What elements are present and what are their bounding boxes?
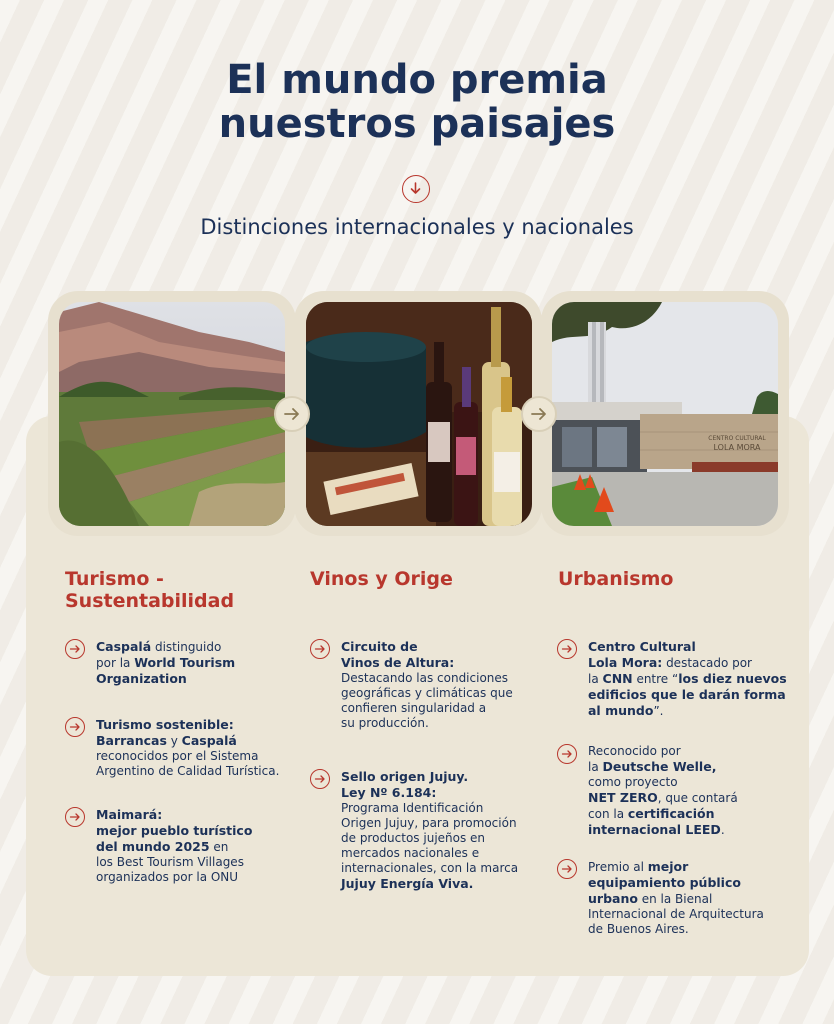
item-text-regular: Destacando las condiciones geográficas y climáticas que confieren singularidad a su producción. <box>341 671 513 730</box>
arrow-right-circle-icon <box>65 807 85 827</box>
list-item <box>96 639 235 687</box>
arrow-right-circle-icon <box>310 639 330 659</box>
item-text-bold: certificación internacional LEED <box>588 806 721 837</box>
cultural-center-photo <box>552 302 778 526</box>
item-text-bold: Turismo sostenible: Barrancas <box>96 717 234 748</box>
item-text <box>341 769 518 892</box>
landscape-photo <box>59 302 285 526</box>
item-text-bold: CNN <box>602 671 633 686</box>
item-text-regular: reconocidos por el Sistema Argentino de Calidad Turística. <box>96 749 280 778</box>
item-text-regular: entre “ <box>632 672 679 686</box>
item-text-regular: Reconocido por la <box>588 744 681 774</box>
wine-photo <box>306 302 532 526</box>
item-text-regular: , que contará con la <box>588 791 738 821</box>
item-text-bold: Caspalá <box>181 733 237 748</box>
item-text-regular: destacado por la <box>588 656 752 686</box>
item-text-bold: Circuito de Vinos de Altura: <box>341 639 455 670</box>
list-item <box>96 717 279 779</box>
arrow-right-circle-icon <box>557 859 577 879</box>
list-item <box>588 639 787 719</box>
column-title-tourism: Turismo - Sustentabilidad <box>65 568 235 612</box>
item-text <box>96 807 252 885</box>
item-text-bold: mejor equipamiento público urbano <box>588 859 741 906</box>
arrow-right-circle-icon <box>310 769 330 789</box>
next-arrow-button-1[interactable] <box>274 396 310 432</box>
item-text-bold: Caspalá <box>96 639 152 654</box>
page-subtitle: Distinciones internacionales y nacionales <box>200 215 634 239</box>
item-text-bold: NET ZERO <box>588 790 658 805</box>
scroll-down-button[interactable] <box>402 175 430 203</box>
item-text-bold: Centro Cultural Lola Mora: <box>588 639 696 670</box>
arrow-right-circle-icon <box>557 639 577 659</box>
next-arrow-button-2[interactable] <box>521 396 557 432</box>
item-text-bold: Deutsche Welle, <box>602 759 717 774</box>
list-item <box>341 639 513 731</box>
item-text <box>588 859 764 937</box>
list-item <box>588 859 764 937</box>
column-title-wines: Vinos y Orige <box>310 568 453 590</box>
item-text-regular: como proyecto <box>588 775 678 789</box>
list-item <box>341 769 518 892</box>
arrow-right-icon <box>276 398 308 430</box>
arrow-right-circle-icon <box>65 639 85 659</box>
item-text <box>96 639 235 687</box>
page-title: El mundo premia nuestros paisajes <box>218 57 616 147</box>
item-text-bold: los diez nuevos edificios que le darán forma al mundo <box>588 671 787 718</box>
arrow-down-icon <box>403 176 428 201</box>
item-text-bold: Sello origen Jujuy. Ley Nº 6.184: <box>341 769 469 800</box>
item-text-bold: Maimará: mejor pueblo turístico del mundo 2025 <box>96 807 253 854</box>
item-text-regular: ”. <box>653 704 664 718</box>
list-item <box>588 744 738 838</box>
item-text <box>96 717 279 779</box>
item-text-regular: Premio al <box>588 860 648 874</box>
item-text-bold: World Tourism Organization <box>96 655 236 686</box>
item-text <box>588 744 738 838</box>
building-sign-line-1: CENTRO CULTURAL <box>708 435 766 442</box>
item-text-bold: Jujuy Energía Viva. <box>341 876 474 891</box>
arrow-right-icon <box>523 398 555 430</box>
arrow-right-circle-icon <box>557 744 577 764</box>
item-text-regular: distinguido por la <box>96 640 222 670</box>
building-sign-line-2: LOLA MORA <box>713 443 761 452</box>
item-text-regular: en la Bienal Internacional de Arquitectura de Buenos Aires. <box>588 892 764 936</box>
item-text-regular: Programa Identificación Origen Jujuy, para promoción de productos jujeños en mercados nacionales e internacionales, con la marca <box>341 801 519 875</box>
item-text-regular: . <box>720 823 725 837</box>
list-item <box>96 807 252 885</box>
item-text-regular: en los Best Tourism Villages organizados por la ONU <box>96 840 244 884</box>
column-title-urbanism: Urbanismo <box>558 568 674 590</box>
item-text-regular: y <box>166 734 182 748</box>
item-text <box>588 639 787 719</box>
arrow-right-circle-icon <box>65 717 85 737</box>
item-text <box>341 639 513 731</box>
